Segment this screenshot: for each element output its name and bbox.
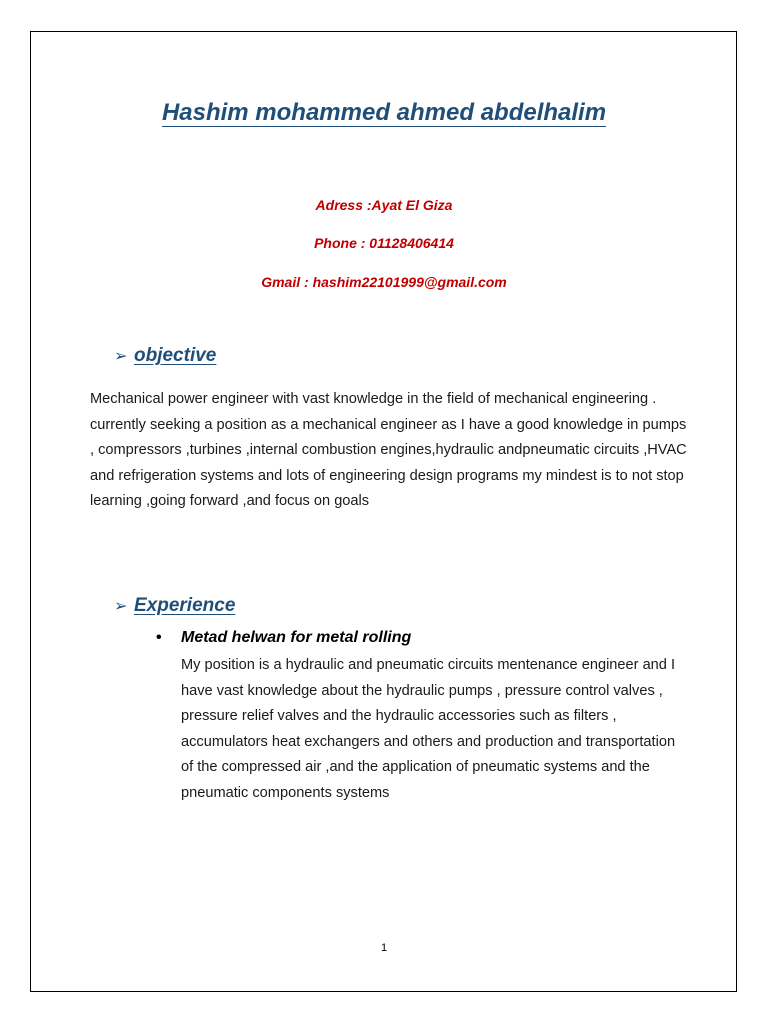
objective-paragraph: Mechanical power engineer with vast knowledge in the field of mechanical engineering . currently seeking a position as a mechanical engineer as I have a good knowledge in pumps , compressors ,turbines ,internal combustion engines,hydraulic andpneumatic circuits ,HVAC and refrigeration systems and lots of engineering design programs my mindest is to not stop learning ,going forward ,and focus on goals	[90, 391, 687, 509]
phone-line: Phone : 01128406414	[314, 235, 454, 251]
address-line: Adress :Ayat El Giza	[315, 197, 453, 213]
arrow-bullet-icon: ➢	[114, 598, 128, 615]
experience-heading	[114, 593, 235, 620]
objective-heading	[114, 343, 216, 370]
experience-description: My position is a hydraulic and pneumatic circuits mentenance engineer and I have vast knowledge about the hydraulic pumps , pressure control valves , pressure relief valves and the hydraulic accessories such as filters , accumulators heat exchangers and others and production and transportation of the compressed air ,and the application of pneumatic systems and the pneumatic components systems	[181, 657, 676, 801]
name-text: Hashim mohammed ahmed abdelhalim	[161, 99, 607, 126]
experience-item-title	[156, 626, 411, 650]
resume-name-title	[0, 96, 768, 130]
company-name: Metad helwan for metal rolling	[181, 629, 412, 646]
objective-heading-label: objective	[134, 345, 217, 366]
bullet-dot-icon: •	[156, 629, 162, 646]
arrow-bullet-icon: ➢	[114, 348, 128, 365]
experience-heading-label: Experience	[134, 595, 236, 616]
page-number: 1	[380, 942, 388, 954]
email-line: Gmail : hashim22101999@gmail.com	[261, 274, 507, 290]
